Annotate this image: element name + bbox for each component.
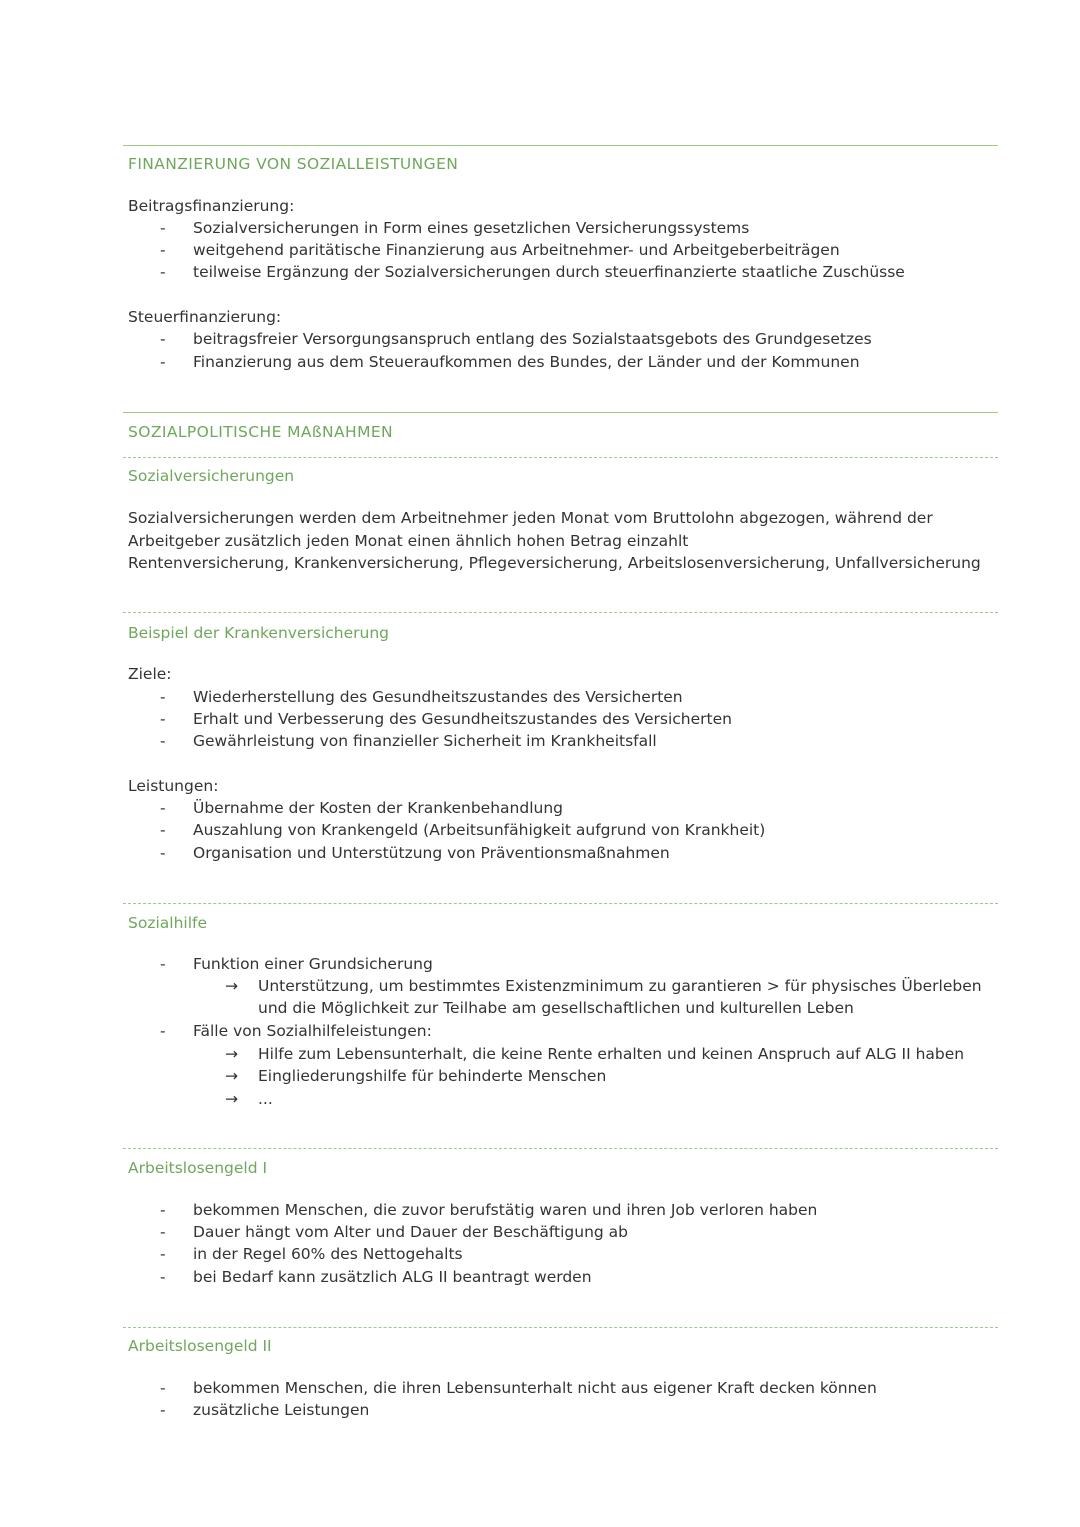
list-item: - Gewährleistung von finanzieller Sicherheit im Krankheitsfall <box>160 732 657 750</box>
list-item: - Wiederherstellung des Gesundheitszustandes des Versicherten <box>160 688 683 706</box>
paragraph-sozialversicherungen: Sozialversicherungen werden dem Arbeitnehmer jeden Monat vom Bruttolohn abgezogen, während der Arbeitgeber zusätzlich jeden Monat einen ähnlich hohen Betrag einzahlt Rentenversicherung, Krankenversicherung, Pflegeversicherung, Arbeitslosenversicherung, Unfallversicherung <box>128 509 981 572</box>
subsection-rule <box>123 612 998 613</box>
list-item: - Sozialversicherungen in Form eines gesetzlichen Versicherungssystems <box>160 219 750 237</box>
subsection-rule <box>123 1148 998 1149</box>
subsection-title-sozialhilfe: Sozialhilfe <box>128 914 207 932</box>
arrow-right-icon: → <box>225 1090 238 1108</box>
section-title-finanzierung: FINANZIERUNG VON SOZIALLEISTUNGEN <box>128 155 459 173</box>
list-item: - teilweise Ergänzung der Sozialversicherungen durch steuerfinanzierte staatliche Zuschüsse <box>160 263 905 281</box>
list-item: - Erhalt und Verbesserung des Gesundheitszustandes des Versicherten <box>160 710 732 728</box>
list-item: - bekommen Menschen, die zuvor berufstätig waren und ihren Job verloren haben <box>160 1201 818 1219</box>
list-item: - weitgehend paritätische Finanzierung aus Arbeitnehmer- und Arbeitgeberbeiträgen <box>160 241 840 259</box>
subsection-rule <box>123 1327 998 1328</box>
label-steuerfinanzierung: Steuerfinanzierung: <box>128 308 282 326</box>
subsection-rule <box>123 903 998 904</box>
list-item: - Funktion einer Grundsicherung <box>160 955 433 973</box>
label-leistungen: Leistungen: <box>128 777 219 795</box>
sub-list-item: → Eingliederungshilfe für behinderte Menschen <box>225 1067 607 1085</box>
subsection-title-alg1: Arbeitslosengeld I <box>128 1159 268 1177</box>
list-item: - Übernahme der Kosten der Krankenbehandlung <box>160 799 563 817</box>
list-item: - in der Regel 60% des Nettogehalts <box>160 1245 463 1263</box>
list-item: - Auszahlung von Krankengeld (Arbeitsunfähigkeit aufgrund von Krankheit) <box>160 821 766 839</box>
sub-list-item-continuation: und die Möglichkeit zur Teilhabe am gesellschaftlichen und kulturellen Leben <box>258 999 854 1017</box>
sub-list-item: → Hilfe zum Lebensunterhalt, die keine Rente erhalten und keinen Anspruch auf ALG II haben <box>225 1045 965 1063</box>
section-rule <box>123 412 998 413</box>
list-item: - Fälle von Sozialhilfeleistungen: <box>160 1022 432 1040</box>
subsection-rule <box>123 457 998 458</box>
list-item: - beitragsfreier Versorgungsanspruch entlang des Sozialstaatsgebots des Grundgesetzes <box>160 330 872 348</box>
sub-list-item: → ... <box>225 1090 273 1108</box>
arrow-right-icon: → <box>225 1067 238 1085</box>
sub-list-item: → Unterstützung, um bestimmtes Existenzminimum zu garantieren > für physisches Überleben <box>225 977 982 995</box>
list-item: - zusätzliche Leistungen <box>160 1401 370 1419</box>
section-rule <box>123 145 998 146</box>
list-item: - Organisation und Unterstützung von Präventionsmaßnahmen <box>160 844 670 862</box>
list-item: - bei Bedarf kann zusätzlich ALG II beantragt werden <box>160 1268 592 1286</box>
label-beitragsfinanzierung: Beitragsfinanzierung: <box>128 197 295 215</box>
list-item: - bekommen Menschen, die ihren Lebensunterhalt nicht aus eigener Kraft decken können <box>160 1379 877 1397</box>
subsection-title-krankenversicherung: Beispiel der Krankenversicherung <box>128 624 389 642</box>
section-title-massnahmen: SOZIALPOLITISCHE MAßNAHMEN <box>128 423 394 441</box>
label-ziele: Ziele: <box>128 665 172 683</box>
subsection-title-sozialversicherungen: Sozialversicherungen <box>128 467 295 485</box>
arrow-right-icon: → <box>225 1045 238 1063</box>
arrow-right-icon: → <box>225 977 238 995</box>
list-item: - Dauer hängt vom Alter und Dauer der Beschäftigung ab <box>160 1223 629 1241</box>
list-item: - Finanzierung aus dem Steueraufkommen des Bundes, der Länder und der Kommunen <box>160 353 860 371</box>
subsection-title-alg2: Arbeitslosengeld II <box>128 1337 272 1355</box>
